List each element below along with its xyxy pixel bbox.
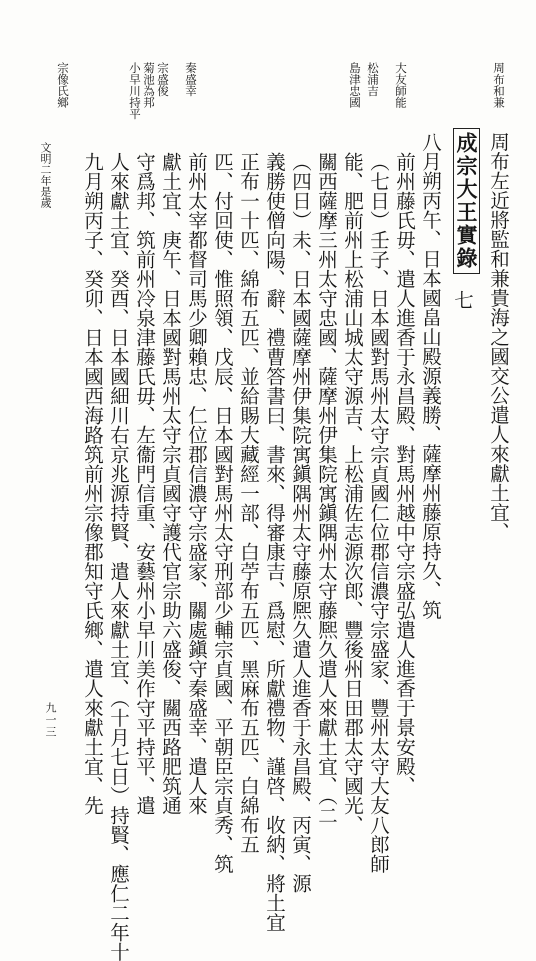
- text-column: （七日）壬子、日本國對馬州太守宗貞國仁位郡信濃守宗盛家、豐州太守大友八郎師: [367, 152, 390, 874]
- footer-note: 文明二年是歲: [39, 142, 52, 208]
- header-name: 宗盛俊: [156, 62, 170, 97]
- text-column: 正布一十匹、綿布五匹、並給賜大藏經一部、白苧布五匹、黑麻布五匹、白綿布五: [237, 152, 260, 854]
- text-column: 八月朔丙午、日本國畠山殿源義勝、薩摩州藤原持久、筑: [419, 132, 442, 620]
- header-name: 小早川持平: [128, 62, 142, 120]
- header-name: 島津忠國: [348, 62, 362, 108]
- header-name: 秦盛幸: [184, 62, 198, 97]
- text-column: 關西薩摩三州太守忠國、薩摩州伊集院寓鎭隅州太守藤熈久遣人來獻土宜、（二: [315, 152, 338, 825]
- header-name: 菊池為邦: [142, 62, 156, 108]
- text-column: 前州太宰都督司馬少卿賴忠、仁位郡信濃守宗盛家、關處鎭守秦盛幸、遣人來: [185, 152, 208, 815]
- header-place-note: 周布和兼: [492, 62, 506, 108]
- text-column: 人來獻土宜、癸酉、日本國細川右京兆源持賢、遣人來獻土宜、（十月七日）持賢、應仁二年十: [107, 152, 130, 961]
- text-column: 能、肥前州上松浦山城太守源吉、上松浦佐志源次郎、豐後州日田郡太守國光、: [341, 152, 364, 835]
- text-column: （四日）未、日本國薩摩州伊集院寓鎭隅州太守藤原熈久遣人進香于永昌殿、丙寅、源: [289, 152, 312, 893]
- text-column: 獻土宜、庚午、日本國對馬州太守宗貞國守護代官宗助六盛俊、關西路肥筑通: [159, 152, 182, 815]
- header-name: 大友師能: [394, 62, 408, 108]
- header-name: 宗像氏鄉: [56, 62, 70, 108]
- text-column: 九月朔丙子、癸卯、日本國西海路筑前州宗像郡知守氏鄉、遣人來獻土宜、先: [81, 152, 104, 815]
- header-name: 松浦吉: [366, 62, 380, 97]
- text-column: 周布左近將監和兼貴海之國交公遣人來獻土宜、: [487, 132, 510, 542]
- text-column: 義勝使僧向陽、辭、禮曹答書曰、書來、得審康吉、爲慰、所獻禮物、謹啓、收納、將土宜: [263, 152, 286, 932]
- title-box: 成宗大王實錄: [453, 128, 480, 274]
- page-number: 九一三: [44, 702, 57, 738]
- text-column: 守爲邦、筑前州冷泉津藤氏毋、左衞門信重、安藝州小早川美作守平持平、遣: [133, 152, 156, 815]
- title-volume: 七: [451, 290, 474, 310]
- text-column: 前州藤氏毋、遣人進香于永昌殿、對馬州越中守宗盛弘遣人進香于景安殿、: [393, 152, 416, 796]
- text-column: 匹、付回使、惟照領、戊辰、日本國對馬州太守刑部少輔宗貞國、平朝臣宗貞秀、筑: [211, 152, 234, 874]
